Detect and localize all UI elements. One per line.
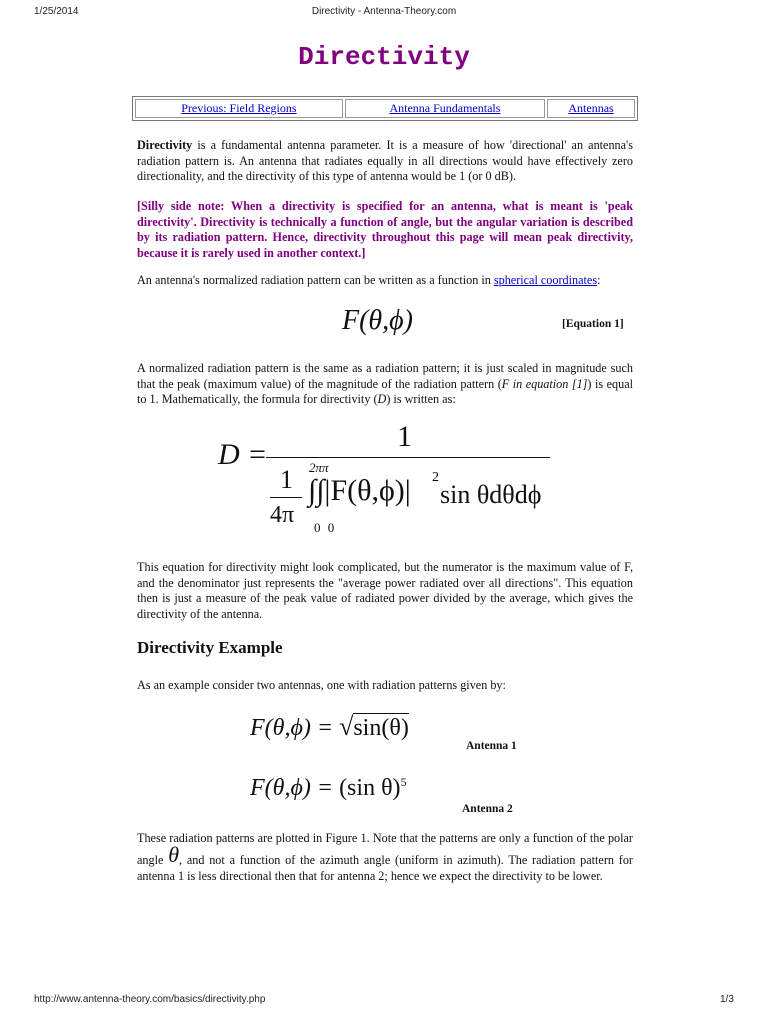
antenna-2-rhs: (sin θ) (339, 775, 401, 801)
intro-paragraph (137, 138, 633, 185)
print-page-title: Directivity - Antenna-Theory.com (311, 6, 457, 17)
antenna-1-label: Antenna 1 (466, 740, 517, 752)
side-note: [Silly side note: When a directivity is specified for an antenna, what is meant is 'peak directivity'. Directivity is technically a function of angle, but the angular variation is described by its radiation pattern. Hence, directivity throughout this page will mean peak directivity, because it is rarely used in another context.] (137, 199, 633, 260)
normalized-text-b: F in equation [1] (501, 376, 588, 391)
equation-1: F(θ,ϕ) (342, 305, 413, 336)
print-footer-page: 1/3 (720, 994, 734, 1005)
figure-text-a: These radiation patterns are plotted in Figure 1. Note that the patterns are only a function of the polar angle (137, 831, 633, 867)
spherical-coordinates-link[interactable]: spherical coordinates (493, 273, 598, 287)
eq2-frac-den: 4π (270, 502, 295, 528)
eq2-fraction-bar (266, 457, 550, 458)
eq2-lower-limits: 0 0 (314, 520, 335, 535)
antenna-2-power: 5 (400, 775, 407, 789)
explanation-paragraph: This equation for directivity might look complicated, but the numerator is the maximum value of F, and the denominator just represents the "average power radiated over all directions". This equation then is just a measure of the peak value of radiated power divided by the average, which gives the directivity of the antenna. (137, 560, 633, 621)
normalized-text-d: D (377, 392, 387, 407)
page-title: Directivity (298, 42, 470, 72)
eq2-small-bar (270, 497, 302, 498)
eq2-lhs: D = (218, 438, 268, 471)
normalized-text-c: ) is equal to 1. Mathematically, the formula for directivity ( (137, 376, 633, 407)
normalized-text-e: ) is written as: (386, 392, 456, 407)
pattern-paragraph (137, 273, 633, 289)
eq2-power: 2 (432, 470, 439, 485)
eq2-frac-num: 1 (280, 465, 293, 494)
eq2-upper-limits: 2ππ (309, 460, 329, 475)
normalized-text-a: A normalized radiation pattern is the same as a radiation pattern; it is just scaled in magnitude such that the peak (maximum value) of the magnitude of the radiation pattern ( (137, 361, 633, 391)
directivity-term: Directivity (137, 138, 193, 152)
antenna-2-label: Antenna 2 (462, 803, 513, 815)
figure-text-b: , and not a function of the azimuth angle (uniform in azimuth). The radiation pattern for antenna 1 is less directional then that for antenna 2; hence we expect the directivity to be lower. (137, 852, 633, 883)
example-paragraph: As an example consider two antennas, one with radiation patterns given by: (137, 678, 506, 692)
eq2-numerator: 1 (397, 420, 412, 453)
print-date: 1/25/2014 (34, 6, 79, 17)
figure-paragraph (137, 830, 633, 885)
normalized-paragraph (137, 361, 633, 408)
theta-symbol: θ (168, 841, 179, 867)
antenna-1-lhs: F(θ,ϕ) = (250, 715, 340, 741)
nav-link-antennas[interactable]: Antennas (568, 101, 614, 115)
eq2-tail: sin θdθdϕ (440, 480, 542, 509)
section-heading: Directivity Example (137, 638, 283, 657)
sqrt-icon: √ (339, 712, 354, 741)
antenna-2-lhs: F(θ,ϕ) = (250, 775, 340, 801)
intro-text: is a fundamental antenna parameter. It is a measure of how 'directional' an antenna's radiation pattern is. An antenna that radiates equally in all directions would have effectively zero directionality, and the directivity of this type of antenna would be 1 (or 0 dB). (137, 138, 633, 184)
antenna-1-rhs: sin(θ) (353, 715, 409, 741)
pattern-text: An antenna's normalized radiation pattern can be written as a function in (137, 273, 494, 287)
nav-table (132, 96, 638, 121)
nav-link-antenna-fundamentals[interactable]: Antenna Fundamentals (389, 101, 501, 115)
equation-1-label: [Equation 1] (562, 318, 624, 330)
nav-link-previous[interactable]: Previous: Field Regions (181, 101, 297, 115)
pattern-colon: : (597, 273, 601, 287)
print-footer-url: http://www.antenna-theory.com/basics/directivity.php (34, 994, 266, 1005)
eq2-integrand: ∫∫|F(θ,ϕ)| (308, 474, 411, 507)
